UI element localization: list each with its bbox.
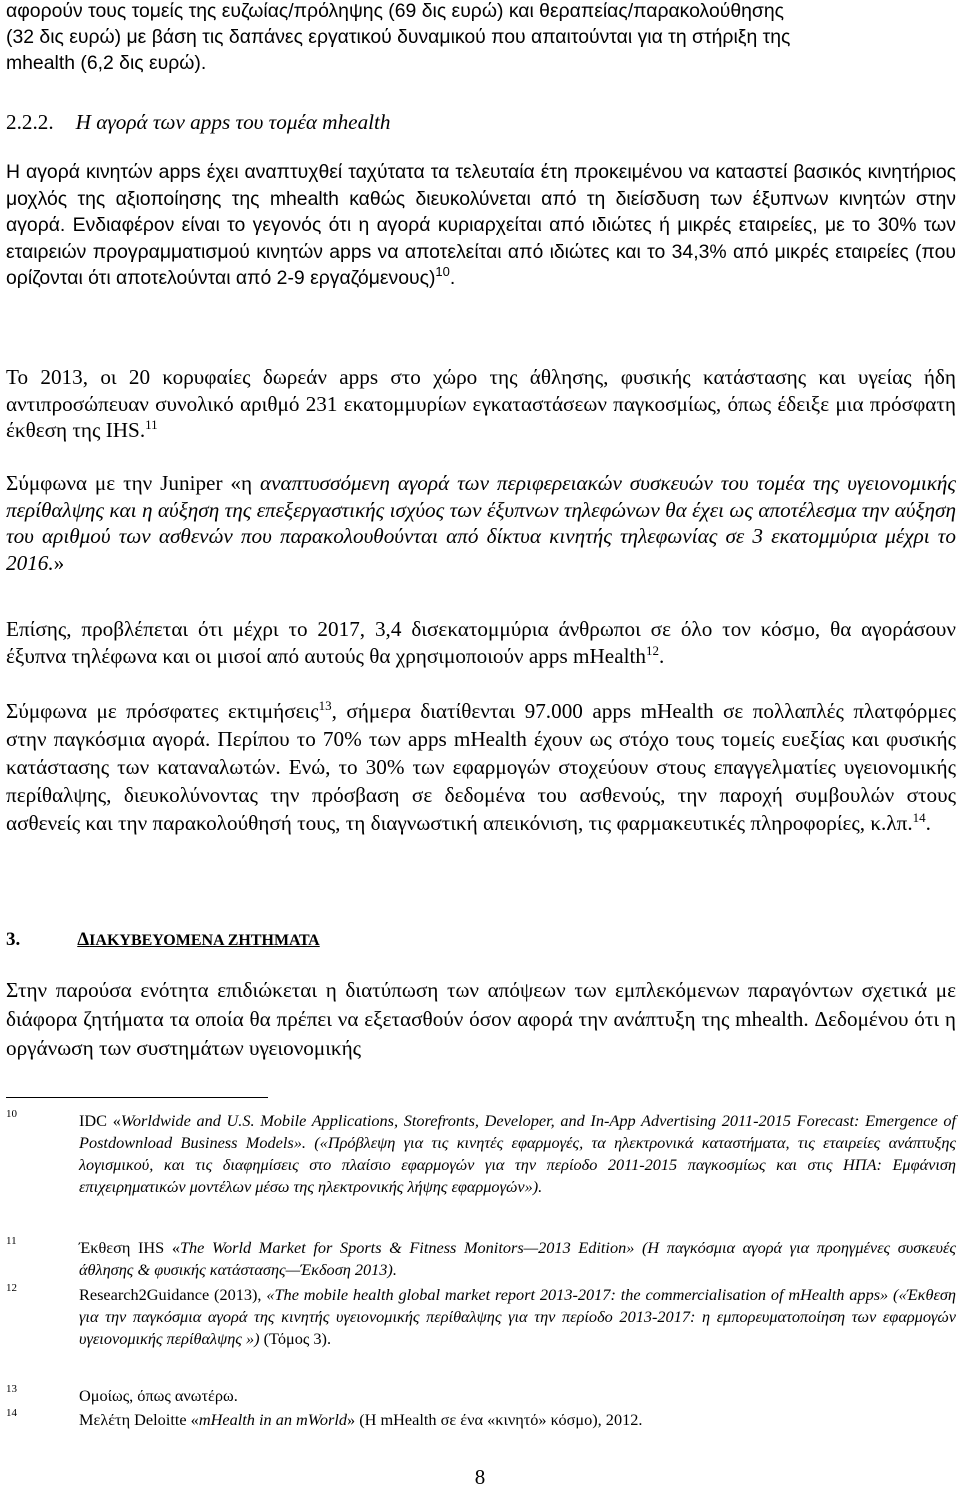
footnote-11 xyxy=(6,1237,956,1281)
intro-line-2: (32 δις ευρώ) με βάση τις δαπάνες εργατικού δυναμικού που απαιτούνται για τη στήριξη της xyxy=(6,26,791,48)
footnote-13 xyxy=(6,1385,956,1407)
paragraph-text: Η αγορά κινητών apps έχει αναπτυχθεί ταχύτατα τα τελευταία έτη προκειμένου να καταστεί βασικός κινητήριος μοχλός της αξιοποίησης της mhealth καθώς διευκολύνεται από τη διείσδυση των έξυπνων κινητών στην αγορά. Ενδιαφέρον είναι το γεγονός ότι η αγορά κυριαρχείται από ιδιώτες ή μικρές εταιρείες, με το 30% των εταιρειών προγραμματισμού κινητών apps να αποτελείται από ιδιώτες και το 34,3% από μικρές εταιρείες (που ορίζονται ότι αποτελούνται από 2-9 εργαζόμενους) xyxy=(6,161,956,289)
paragraph-lead: Σύμφωνα με την Juniper «η xyxy=(6,471,260,495)
intro-line-3: mhealth (6,2 δις ευρώ). xyxy=(6,52,207,74)
footnote-italic: Worldwide and U.S. Mobile Applications, Storefronts, Developer, and In-App Advertising 2011-2015 Forecast: Emergence of Postdownload Business Models». («Πρόβλεψη για τις κινητές εφαρμογές, τα ηλεκτρονικά καταστήματα, τις εταιρείες ανάπτυξης λογισμικού, και τις διαφημίσεις στο πλαίσιο εφαρμογών για την περίοδο 2011-2015 παγκοσμίως και στις ΗΠΑ: Εμφάνιση επιχειρηματικών μοντέλων μέσω της ηλεκτρονικής λήψης εφαρμογών»). xyxy=(79,1111,957,1196)
footnote-italic: The World Market for Sports & Fitness Monitors—2013 Edition» (Η παγκόσμια αγορά για προηγμένες συσκευές άθλησης & φυσικής κατάστασης—Έκδοση 2013). xyxy=(79,1238,956,1279)
paragraph-text: Στην παρούσα ενότητα επιδιώκεται η διατύπωση των απόψεων των εμπλεκόμενων παραγόντων σχετικά με διάφορα ζητήματα τα οποία θα πρέπει να εξετασθούν όσον αφορά την ανάπτυξη της mhealth. Δεδομένου ότι η οργάνωση των συστημάτων υγειονομικής xyxy=(6,978,956,1060)
paragraph-text: Επίσης, προβλέπεται ότι μέχρι το 2017, 3,4 δισεκατομμύρια άνθρωποι σε όλο τον κόσμο, θα αγοράσουν έξυπνα τηλέφωνα και οι μισοί από αυτούς θα χρησιμοποιούν apps mHealth xyxy=(6,617,956,668)
footnote-part: Μελέτη Deloitte « xyxy=(79,1410,199,1429)
subsection-heading xyxy=(6,109,391,135)
paragraph-text: Σύμφωνα με πρόσφατες εκτιμήσεις xyxy=(6,699,319,723)
subsection-title: Η αγορά των apps του τομέα mhealth xyxy=(75,110,391,134)
footnote-12 xyxy=(6,1284,956,1350)
paragraph-text: Το 2013, οι 20 κορυφαίες δωρεάν apps στο χώρο της άθλησης, φυσικής κατάστασης και υγείας ήδη αντιπροσώπευαν συνολικό αριθμό 231 εκατομμυρίων εγκαταστάσεων παγκοσμίως, όπως έδειξε μια πρόσφατη έκθεση της IHS. xyxy=(6,365,956,442)
footnote-part: IDC « xyxy=(79,1111,121,1130)
footnote-number: 14 xyxy=(6,1407,17,1419)
footnote-separator xyxy=(6,1097,268,1098)
footnote-number: 12 xyxy=(6,1282,17,1294)
footnote-text xyxy=(79,1409,956,1431)
juniper-quote: αναπτυσσόμενη αγορά των περιφερειακών συσκευών του τομέα της υγειονομικής περίθαλψης και η αύξηση της επεξεργαστικής ισχύος των έξυπνων τηλεφώνων θα έχει ως αποτέλεσμα την αύξηση του αριθμού των ασθενών που παρακολουθούνται από δίκτυα κινητής τηλεφωνίας σε 3 εκατομμύρια μέχρι το 2016. xyxy=(6,471,956,575)
footnote-ref-14[interactable]: 14 xyxy=(912,810,926,825)
footnote-ref-13[interactable]: 13 xyxy=(318,698,332,713)
section-title-first: Δ xyxy=(77,929,90,950)
quote-close: » xyxy=(53,550,65,575)
paragraph-text-cont: , σήμερα διατίθενται 97.000 apps mHealth σε πολλαπλές πλατφόρμες στην παγκόσμια αγορά. Περίπου το 70% των apps mHealth έχουν ως στόχο τους τομείς ευεξίας και φυσικής κατάστασης των καταναλωτών. Ενώ, το 30% των εφαρμογών στοχεύουν στους επαγγελματίες υγειονομικής περίθαλψης, διευκολύνοντας την πρόσβαση σε δεδομένα του ασθενούς, την παροχή συμβουλών στους ασθενείς και την παρακολούθησή τους, τη διαγνωστική απεικόνιση, τις φαρμακευτικές πληροφορίες, κ.λπ. xyxy=(6,699,956,835)
footnote-text xyxy=(79,1110,956,1198)
paragraph-juniper xyxy=(6,470,956,576)
footnote-italic: mHealth in an mWorld xyxy=(198,1410,348,1429)
intro-line-1: αφορούν τους τομείς της ευζωίας/πρόληψης (69 δις ευρώ) και θεραπείας/παρακολούθησης xyxy=(6,0,785,22)
section-heading xyxy=(6,927,320,954)
footnote-part-end: (Τόμος 3). xyxy=(259,1329,332,1348)
footnote-part: Research2Guidance (2013), xyxy=(79,1285,267,1304)
footnote-number: 13 xyxy=(6,1383,17,1395)
section-title-rest: ΙΑΚΥΒΕΥΟΜΕΝΑ ΖΗΤΗΜΑΤΑ xyxy=(89,932,320,949)
footnote-italic: «The mobile health global market report 2013-2017: the commercialisation of mHealth apps» («Έκθεση για την παγκόσμια αγορά της κινητής υγειονομικής περίθαλψης για την περίοδο 2013-2017: η εμπορευματοποίηση των εφαρμογών υγειονομικής περίθαλψης ») xyxy=(79,1285,956,1348)
footnote-text xyxy=(79,1385,956,1407)
footnote-text xyxy=(79,1237,956,1281)
footnote-part: Ομοίως, όπως ανωτέρω. xyxy=(79,1386,238,1405)
section-title xyxy=(77,929,320,950)
paragraph-forecast xyxy=(6,616,956,669)
footnote-ref-11[interactable]: 11 xyxy=(145,417,158,432)
footnote-ref-12[interactable]: 12 xyxy=(645,642,659,658)
paragraph-end: . xyxy=(925,811,931,835)
paragraph-end: . xyxy=(449,267,456,289)
footnote-number: 11 xyxy=(6,1235,17,1247)
footnote-10 xyxy=(6,1110,956,1198)
paragraph-issues xyxy=(6,976,956,1063)
paragraph-top-apps xyxy=(6,364,956,444)
footnote-14 xyxy=(6,1409,956,1431)
footnote-text xyxy=(79,1284,956,1350)
footnote-part-end: » (Η mHealth σε ένα «κινητό» κόσμο), 2012. xyxy=(347,1410,643,1429)
paragraph-apps-market xyxy=(6,159,956,292)
page-number: 8 xyxy=(474,1465,486,1489)
footnote-part: Έκθεση IHS « xyxy=(79,1238,180,1257)
footnote-number: 10 xyxy=(6,1108,17,1120)
subsection-number: 2.2.2. xyxy=(6,110,54,134)
section-number: 3. xyxy=(6,929,21,950)
paragraph-end: . xyxy=(658,643,665,668)
intro-paragraph xyxy=(6,0,956,76)
paragraph-estimates xyxy=(6,697,956,837)
footnote-ref-10[interactable]: 10 xyxy=(435,264,450,279)
